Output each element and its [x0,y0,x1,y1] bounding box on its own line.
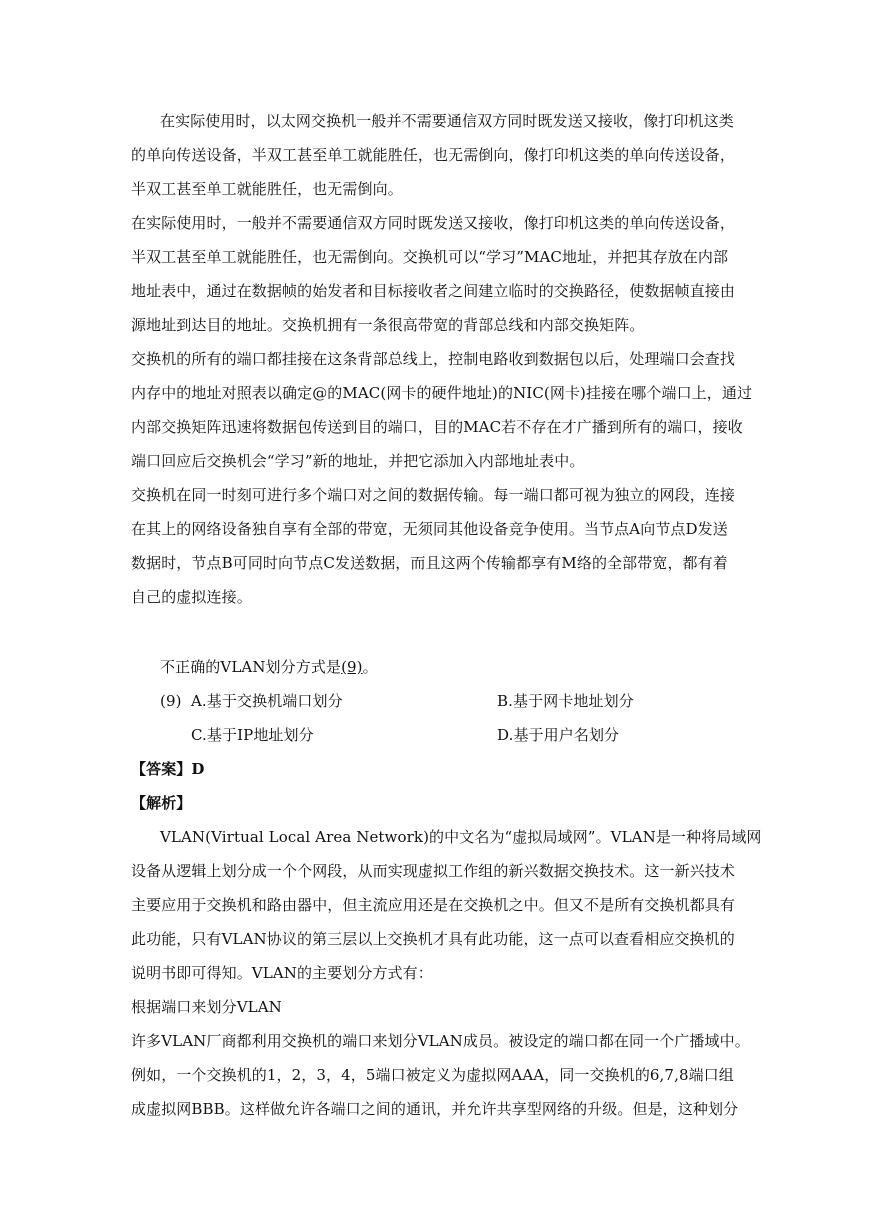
question-stem [160,657,378,677]
option-c: C.基于IP地址划分 [191,726,314,744]
analysis-p1-line-5: 说明书即可得知。VLAN的主要划分方式有： [131,964,433,982]
intro-p2-line-1: 在实际使用时，一般并不需要通信双方同时既发送又接收，像打印机这类的单向传送设备， [131,214,736,232]
intro-p1-line-3: 半双工甚至单工就能胜任，也无需倒向。 [131,180,403,198]
analysis-p2-line-1: 许多VLAN厂商都利用交换机的端口来划分VLAN成员。被设定的端口都在同一个广播域中。 [131,1032,750,1050]
intro-p2-line-2: 半双工甚至单工就能胜任，也无需倒向。交换机可以“学习”MAC地址，并把其存放在内部 [131,248,729,266]
intro-p3-line-1: 交换机的所有的端口都挂接在这条背部总线上，控制电路收到数据包以后，处理端口会查找 [131,350,736,368]
intro-p2-line-4: 源地址到达目的地址。交换机拥有一条很高带宽的背部总线和内部交换矩阵。 [131,316,645,334]
answer-line [131,759,205,779]
analysis-p2-line-3: 成虚拟网BBB。这样做允许各端口之间的通讯，并允许共享型网络的升级。但是，这种划分 [131,1100,739,1118]
answer-label: 【答案】 [131,760,192,778]
analysis-label: 【解析】 [131,794,192,812]
intro-p4-line-4: 自己的虚拟连接。 [131,588,252,606]
option-d: D.基于用户名划分 [497,726,620,744]
analysis-p1-line-4: 此功能，只有VLAN协议的第三层以上交换机才具有此功能，这一点可以查看相应交换机的 [131,930,735,948]
question-number: (9) [160,692,182,710]
intro-p4-line-3: 数据时，节点B可同时向节点C发送数据，而且这两个传输都享有M络的全部带宽，都有着 [131,554,728,572]
analysis-p1-line-3: 主要应用于交换机和路由器中，但主流应用还是在交换机之中。但又不是所有交换机都具有 [131,896,736,914]
option-b: B.基于网卡地址划分 [497,692,634,710]
intro-p3-line-2: 内存中的地址对照表以确定@的MAC(网卡的硬件地址)的NIC(网卡)挂接在哪个端口上，通过 [131,384,753,402]
analysis-p2-line-2: 例如，一个交换机的1，2，3，4，5端口被定义为虚拟网AAA，同一交换机的6,7,8端口组 [131,1066,734,1084]
intro-p3-line-4: 端口回应后交换机会“学习”新的地址，并把它添加入内部地址表中。 [131,452,585,470]
question-stem-suffix: 。 [362,658,378,676]
intro-p4-line-1: 交换机在同一时刻可进行多个端口对之间的数据传输。每一端口都可视为独立的网段，连接 [131,486,736,504]
intro-p4-line-2: 在其上的网络设备独自享有全部的带宽，无须同其他设备竞争使用。当节点A向节点D发送 [131,520,728,538]
option-a: A.基于交换机端口划分 [191,692,343,710]
analysis-p1-line-1: VLAN(Virtual Local Area Network)的中文名为“虚拟局域网”。VLAN是一种将局域网 [160,828,762,846]
intro-p1-line-1: 在实际使用时，以太网交换机一般并不需要通信双方同时既发送又接收，像打印机这类 [160,112,734,130]
analysis-p1-line-2: 设备从逻辑上划分成一个个网段，从而实现虚拟工作组的新兴数据交换技术。这一新兴技术 [131,862,736,880]
intro-p3-line-3: 内部交换矩阵迅速将数据包传送到目的端口，目的MAC若不存在才广播到所有的端口，接收 [131,418,743,436]
question-stem-prefix: 不正确的VLAN划分方式是 [160,658,342,676]
question-blank: (9) [341,658,363,676]
analysis-heading: 根据端口来划分VLAN [131,998,282,1016]
intro-p2-line-3: 地址表中，通过在数据帧的始发者和目标接收者之间建立临时的交换路径，使数据帧直接由 [131,282,736,300]
intro-p1-line-2: 的单向传送设备，半双工甚至单工就能胜任，也无需倒向，像打印机这类的单向传送设备， [131,146,736,164]
answer-value: D [191,760,205,778]
